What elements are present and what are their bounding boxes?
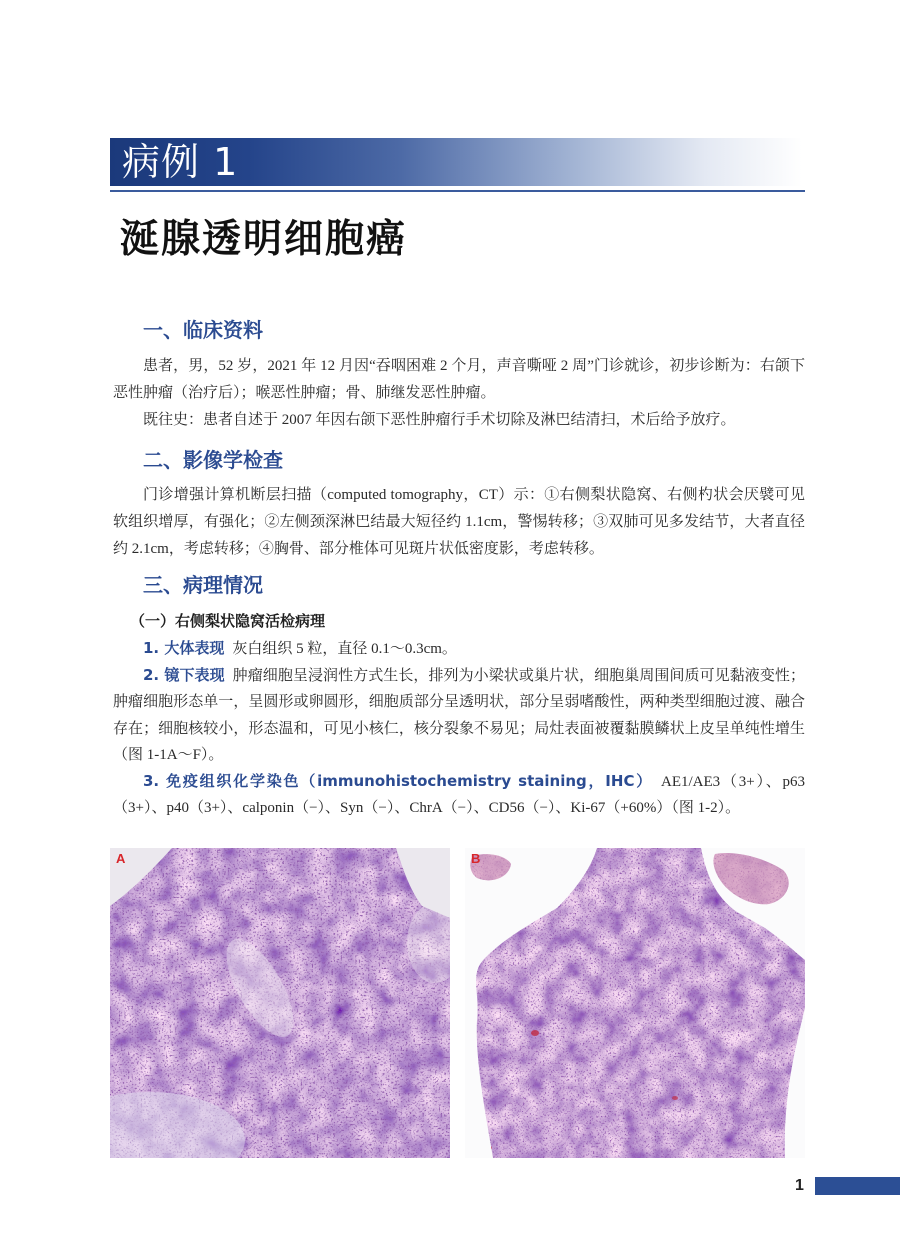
case-banner xyxy=(110,138,802,186)
list-item xyxy=(113,662,805,768)
item-label: 3. 免疫组织化学染色（immunohistochemistry staining，IHC） xyxy=(143,772,654,791)
paragraph: 患者，男，52 岁，2021 年 12 月因“吞咽困难 2 个月，声音嘶哑 2 周”门诊就诊，初步诊断为：右颌下恶性肿瘤（治疗后）；喉恶性肿瘤；骨、肺继发恶性肿瘤。 xyxy=(113,358,805,401)
figure-b xyxy=(465,848,805,1158)
subsection-heading: （一）右侧梨状隐窝活检病理 xyxy=(130,612,326,630)
list-item xyxy=(113,635,805,662)
figure-label-b: B xyxy=(471,851,481,866)
histology-image-b xyxy=(465,848,805,1158)
figure-label-a: A xyxy=(116,851,126,866)
item-label: 1. 大体表现 xyxy=(143,639,225,657)
case-label: 病例 1 xyxy=(122,140,239,184)
section-heading-pathology: 三、病理情况 xyxy=(143,573,263,597)
section-heading-imaging: 二、影像学检查 xyxy=(143,448,283,472)
item-text: 肿瘤细胞呈浸润性方式生长，排列为小梁状或巢片状，细胞巢周围间质可见黏液变性；肿瘤细胞形态单一，呈圆形或卵圆形，细胞质部分呈透明状，部分呈弱嗜酸性，两种类型细胞过渡、融合存在；细胞核较小，形态温和，可见小核仁，核分裂象不易见；局灶表面被覆黏膜鳞状上皮呈单纯性增生（图 1-1A～F）。 xyxy=(113,668,805,763)
item-text: AE1/AE3（3+）、p63（3+）、p40（3+）、calponin（−）、Syn（−）、ChrA（−）、CD56（−）、Ki-67（+60%）（图 1-2）。 xyxy=(113,774,806,817)
banner-rule xyxy=(110,190,805,192)
list-item xyxy=(113,768,805,821)
section-body-pathology xyxy=(113,635,805,821)
paragraph: 门诊增强计算机断层扫描（computed tomography，CT）示：①右侧梨状隐窝、右侧杓状会厌襞可见软组织增厚，有强化；②左侧颈深淋巴结最大短径约 1.1cm，警惕转移；③双肺可见多发结节，大者直径约 2.1cm，考虑转移；④胸骨、部分椎体可见斑片状低密度影，考虑转移。 xyxy=(113,487,805,557)
section-heading-clinical: 一、临床资料 xyxy=(143,318,263,342)
item-text: 灰白组织 5 粒，直径 0.1～0.3cm。 xyxy=(232,641,457,657)
section-body-imaging xyxy=(113,482,805,563)
page-tab xyxy=(815,1177,900,1195)
item-label: 2. 镜下表现 xyxy=(143,666,225,685)
figure-a xyxy=(110,848,450,1158)
paragraph: 既往史：患者自述于 2007 年因右颌下恶性肿瘤行手术切除及淋巴结清扫，术后给予放疗。 xyxy=(143,412,736,428)
page-number: 1 xyxy=(795,1177,804,1194)
section-body-clinical xyxy=(113,353,805,434)
page-title: 涎腺透明细胞癌 xyxy=(120,217,408,262)
histology-image-a xyxy=(110,848,450,1158)
